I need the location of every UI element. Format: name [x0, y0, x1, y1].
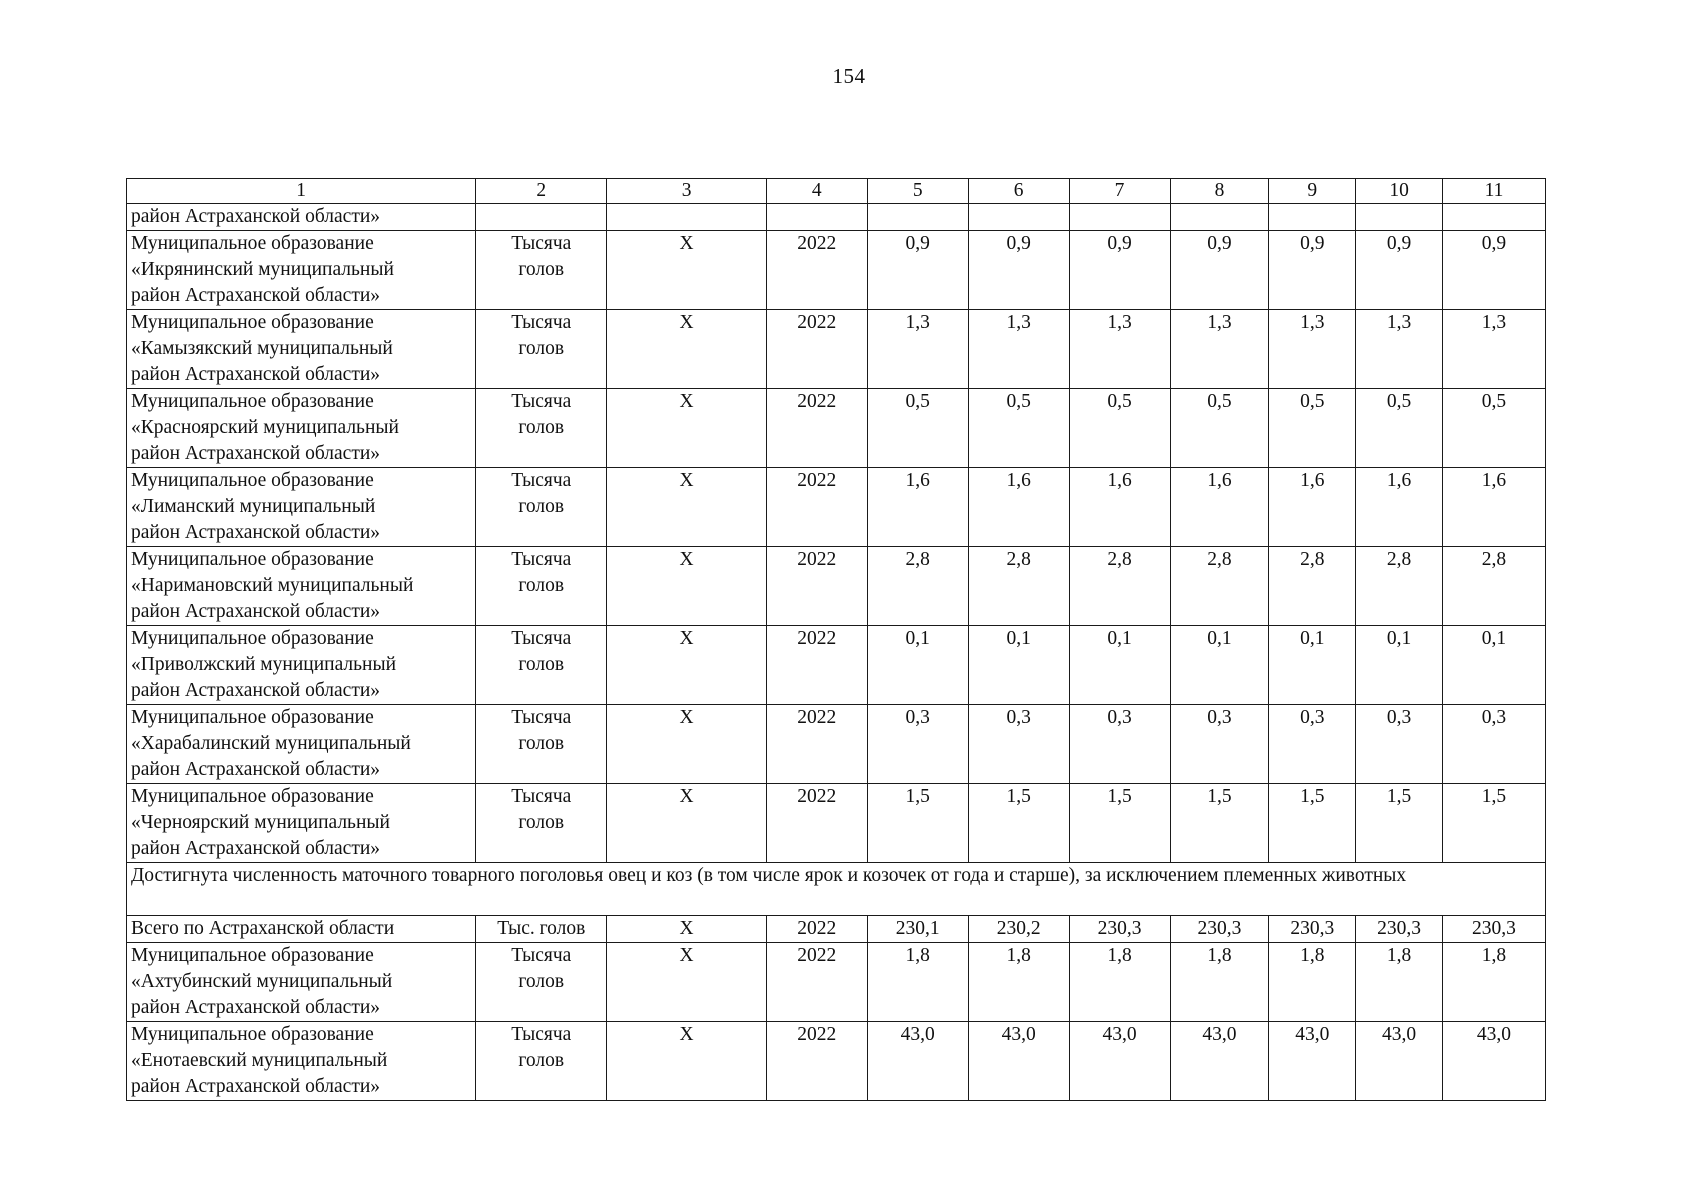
value-cell: 0,9: [1269, 231, 1356, 310]
value-cell: 1,8: [867, 943, 968, 1022]
district-name-cell: [127, 626, 476, 705]
district-name-line: «Харабалинский муниципальный: [131, 733, 411, 754]
data-table: [126, 178, 1546, 1101]
header-col-11: 11: [1442, 179, 1545, 204]
district-name-line: Муниципальное образование: [131, 312, 374, 333]
value-cell: 1,5: [968, 784, 1069, 863]
total-name: Всего по Астраханской области: [127, 916, 476, 943]
district-name-line: район Астраханской области»: [131, 997, 381, 1018]
value-cell: 1,6: [1170, 468, 1269, 547]
value-cell: 2,8: [968, 547, 1069, 626]
unit-line: голов: [518, 971, 565, 992]
table-row: [127, 231, 1546, 310]
table-body: [127, 179, 1546, 1101]
value-cell: 0,5: [1269, 389, 1356, 468]
unit-line: голов: [518, 575, 565, 596]
unit-cell: [476, 784, 607, 863]
district-name-cell: [127, 943, 476, 1022]
value-cell: 0,1: [1069, 626, 1170, 705]
total-row: [127, 916, 1546, 943]
col3-cell: Х: [607, 389, 766, 468]
district-name-line: «Енотаевский муниципальный: [131, 1050, 388, 1071]
unit-line: Тысяча: [511, 312, 572, 333]
col3-cell: Х: [607, 705, 766, 784]
table-row: [127, 943, 1546, 1022]
col3-cell: Х: [607, 784, 766, 863]
district-name-line: Муниципальное образование: [131, 1024, 374, 1045]
unit-line: голов: [518, 654, 565, 675]
unit-line: голов: [518, 1050, 565, 1071]
empty-cell: [766, 204, 867, 231]
value-cell: 1,8: [1069, 943, 1170, 1022]
total-unit: Тыс. голов: [476, 916, 607, 943]
table-row: [127, 547, 1546, 626]
value-cell: 1,6: [1069, 468, 1170, 547]
district-name-line: Муниципальное образование: [131, 707, 374, 728]
district-name-line: Муниципальное образование: [131, 391, 374, 412]
total-value-10: 230,3: [1356, 916, 1443, 943]
header-col-10: 10: [1356, 179, 1443, 204]
value-cell: 0,9: [867, 231, 968, 310]
total-value-6: 230,2: [968, 916, 1069, 943]
section-row: [127, 863, 1546, 916]
district-name-line: Муниципальное образование: [131, 628, 374, 649]
value-cell: 43,0: [867, 1022, 968, 1101]
district-name-line: «Лиманский муниципальный: [131, 496, 376, 517]
col3-cell: Х: [607, 1022, 766, 1101]
unit-line: Тысяча: [511, 1024, 572, 1045]
unit-line: Тысяча: [511, 549, 572, 570]
district-name-cell: [127, 231, 476, 310]
value-cell: 0,5: [968, 389, 1069, 468]
value-cell: 43,0: [968, 1022, 1069, 1101]
value-cell: 2,8: [1170, 547, 1269, 626]
year-cell: 2022: [766, 231, 867, 310]
value-cell: 1,6: [1269, 468, 1356, 547]
value-cell: 1,6: [968, 468, 1069, 547]
unit-cell: [476, 389, 607, 468]
value-cell: 0,5: [1170, 389, 1269, 468]
district-name-cell: [127, 705, 476, 784]
district-name-line: «Ахтубинский муниципальный: [131, 971, 393, 992]
value-cell: 0,1: [1356, 626, 1443, 705]
unit-line: голов: [518, 417, 565, 438]
value-cell: 0,1: [1170, 626, 1269, 705]
unit-line: голов: [518, 259, 565, 280]
value-cell: 2,8: [1269, 547, 1356, 626]
value-cell: 1,5: [1069, 784, 1170, 863]
unit-line: голов: [518, 733, 565, 754]
district-name-line: район Астраханской области»: [131, 838, 381, 859]
table-row: [127, 705, 1546, 784]
value-cell: 1,3: [1069, 310, 1170, 389]
value-cell: 1,3: [1442, 310, 1545, 389]
value-cell: 1,6: [1442, 468, 1545, 547]
district-name-line: «Икрянинский муниципальный: [131, 259, 394, 280]
total-value-5: 230,1: [867, 916, 968, 943]
total-col3: Х: [607, 916, 766, 943]
district-name-line: Муниципальное образование: [131, 786, 374, 807]
value-cell: 1,8: [1442, 943, 1545, 1022]
total-value-7: 230,3: [1069, 916, 1170, 943]
value-cell: 0,5: [867, 389, 968, 468]
total-value-8: 230,3: [1170, 916, 1269, 943]
empty-cell: [607, 204, 766, 231]
unit-cell: [476, 468, 607, 547]
value-cell: 43,0: [1442, 1022, 1545, 1101]
value-cell: 0,5: [1356, 389, 1443, 468]
value-cell: 0,5: [1442, 389, 1545, 468]
district-name-line: Муниципальное образование: [131, 470, 374, 491]
value-cell: 43,0: [1269, 1022, 1356, 1101]
unit-cell: [476, 310, 607, 389]
district-name-line: Муниципальное образование: [131, 233, 374, 254]
empty-cell: [968, 204, 1069, 231]
unit-line: Тысяча: [511, 786, 572, 807]
district-name-line: район Астраханской области»: [131, 285, 381, 306]
col3-cell: Х: [607, 547, 766, 626]
district-name-line: «Приволжский муниципальный: [131, 654, 397, 675]
value-cell: 2,8: [1442, 547, 1545, 626]
district-name-line: «Черноярский муниципальный: [131, 812, 390, 833]
value-cell: 0,9: [968, 231, 1069, 310]
unit-cell: [476, 231, 607, 310]
value-cell: 43,0: [1356, 1022, 1443, 1101]
value-cell: 1,3: [1269, 310, 1356, 389]
value-cell: 0,1: [1442, 626, 1545, 705]
col3-cell: Х: [607, 468, 766, 547]
district-name-line: район Астраханской области»: [131, 443, 381, 464]
district-name-line: «Камызякский муниципальный: [131, 338, 393, 359]
value-cell: 1,5: [867, 784, 968, 863]
empty-cell: [1356, 204, 1443, 231]
unit-line: голов: [518, 812, 565, 833]
total-value-11: 230,3: [1442, 916, 1545, 943]
table-row: [127, 310, 1546, 389]
district-name-line: район Астраханской области»: [131, 601, 381, 622]
value-cell: 0,3: [968, 705, 1069, 784]
district-name-line: район Астраханской области»: [131, 522, 381, 543]
district-name-line: Муниципальное образование: [131, 945, 374, 966]
value-cell: 0,3: [867, 705, 968, 784]
year-cell: 2022: [766, 705, 867, 784]
unit-cell: [476, 705, 607, 784]
value-cell: 2,8: [867, 547, 968, 626]
value-cell: 1,8: [1269, 943, 1356, 1022]
table-row: [127, 468, 1546, 547]
value-cell: 0,3: [1356, 705, 1443, 784]
value-cell: 1,8: [1170, 943, 1269, 1022]
value-cell: 0,3: [1069, 705, 1170, 784]
value-cell: 1,3: [867, 310, 968, 389]
unit-cell: [476, 943, 607, 1022]
district-name-cell: [127, 1022, 476, 1101]
table-row: [127, 389, 1546, 468]
unit-line: Тысяча: [511, 628, 572, 649]
value-cell: 43,0: [1170, 1022, 1269, 1101]
district-name-cell: [127, 389, 476, 468]
year-cell: 2022: [766, 943, 867, 1022]
unit-line: Тысяча: [511, 233, 572, 254]
empty-cell: [1069, 204, 1170, 231]
district-name-line: «Наримановский муниципальный: [131, 575, 414, 596]
value-cell: 1,5: [1269, 784, 1356, 863]
unit-line: Тысяча: [511, 391, 572, 412]
header-col-3: 3: [607, 179, 766, 204]
empty-cell: [1170, 204, 1269, 231]
unit-line: Тысяча: [511, 945, 572, 966]
district-name-line: район Астраханской области»: [131, 759, 381, 780]
value-cell: 2,8: [1356, 547, 1443, 626]
col3-cell: Х: [607, 943, 766, 1022]
value-cell: 1,3: [1356, 310, 1443, 389]
value-cell: 0,3: [1442, 705, 1545, 784]
header-col-6: 6: [968, 179, 1069, 204]
district-name-line: район Астраханской области»: [131, 1076, 381, 1097]
district-name-line: «Красноярский муниципальный: [131, 417, 399, 438]
district-name-line: Муниципальное образование: [131, 549, 374, 570]
value-cell: 0,1: [1269, 626, 1356, 705]
value-cell: 43,0: [1069, 1022, 1170, 1101]
year-cell: 2022: [766, 784, 867, 863]
header-col-1: 1: [127, 179, 476, 204]
col3-cell: Х: [607, 626, 766, 705]
value-cell: 0,1: [867, 626, 968, 705]
year-cell: 2022: [766, 626, 867, 705]
unit-cell: [476, 1022, 607, 1101]
year-cell: 2022: [766, 468, 867, 547]
empty-cell: [476, 204, 607, 231]
total-value-9: 230,3: [1269, 916, 1356, 943]
total-year: 2022: [766, 916, 867, 943]
value-cell: 0,1: [968, 626, 1069, 705]
value-cell: 0,5: [1069, 389, 1170, 468]
unit-cell: [476, 626, 607, 705]
district-name-cell: [127, 547, 476, 626]
header-col-5: 5: [867, 179, 968, 204]
unit-line: Тысяча: [511, 707, 572, 728]
header-col-7: 7: [1069, 179, 1170, 204]
value-cell: 1,5: [1442, 784, 1545, 863]
year-cell: 2022: [766, 389, 867, 468]
value-cell: 0,9: [1356, 231, 1443, 310]
col3-cell: Х: [607, 231, 766, 310]
value-cell: 1,5: [1170, 784, 1269, 863]
continuation-cell: район Астраханской области»: [127, 204, 476, 231]
header-col-2: 2: [476, 179, 607, 204]
value-cell: 0,9: [1069, 231, 1170, 310]
empty-cell: [1442, 204, 1545, 231]
value-cell: 0,9: [1442, 231, 1545, 310]
header-row: [127, 179, 1546, 204]
year-cell: 2022: [766, 310, 867, 389]
year-cell: 2022: [766, 547, 867, 626]
continuation-row: [127, 204, 1546, 231]
year-cell: 2022: [766, 1022, 867, 1101]
value-cell: 1,3: [968, 310, 1069, 389]
table-row: [127, 784, 1546, 863]
value-cell: 0,3: [1170, 705, 1269, 784]
table-row: [127, 626, 1546, 705]
section-title: Достигнута численность маточного товарного поголовья овец и коз (в том числе ярок и козочек от года и старше), за исключением племенных животных: [127, 863, 1546, 916]
value-cell: 0,3: [1269, 705, 1356, 784]
unit-cell: [476, 547, 607, 626]
district-name-cell: [127, 784, 476, 863]
value-cell: 1,3: [1170, 310, 1269, 389]
unit-line: Тысяча: [511, 470, 572, 491]
page-number: 154: [832, 64, 866, 88]
header-col-8: 8: [1170, 179, 1269, 204]
value-cell: 1,6: [867, 468, 968, 547]
value-cell: 1,8: [968, 943, 1069, 1022]
district-name-line: район Астраханской области»: [131, 680, 381, 701]
district-name-cell: [127, 468, 476, 547]
empty-cell: [1269, 204, 1356, 231]
empty-cell: [867, 204, 968, 231]
district-name-cell: [127, 310, 476, 389]
header-col-4: 4: [766, 179, 867, 204]
col3-cell: Х: [607, 310, 766, 389]
value-cell: 1,6: [1356, 468, 1443, 547]
value-cell: 2,8: [1069, 547, 1170, 626]
table-row: [127, 1022, 1546, 1101]
unit-line: голов: [518, 496, 565, 517]
unit-line: голов: [518, 338, 565, 359]
district-name-line: район Астраханской области»: [131, 364, 381, 385]
header-col-9: 9: [1269, 179, 1356, 204]
value-cell: 1,5: [1356, 784, 1443, 863]
value-cell: 0,9: [1170, 231, 1269, 310]
value-cell: 1,8: [1356, 943, 1443, 1022]
